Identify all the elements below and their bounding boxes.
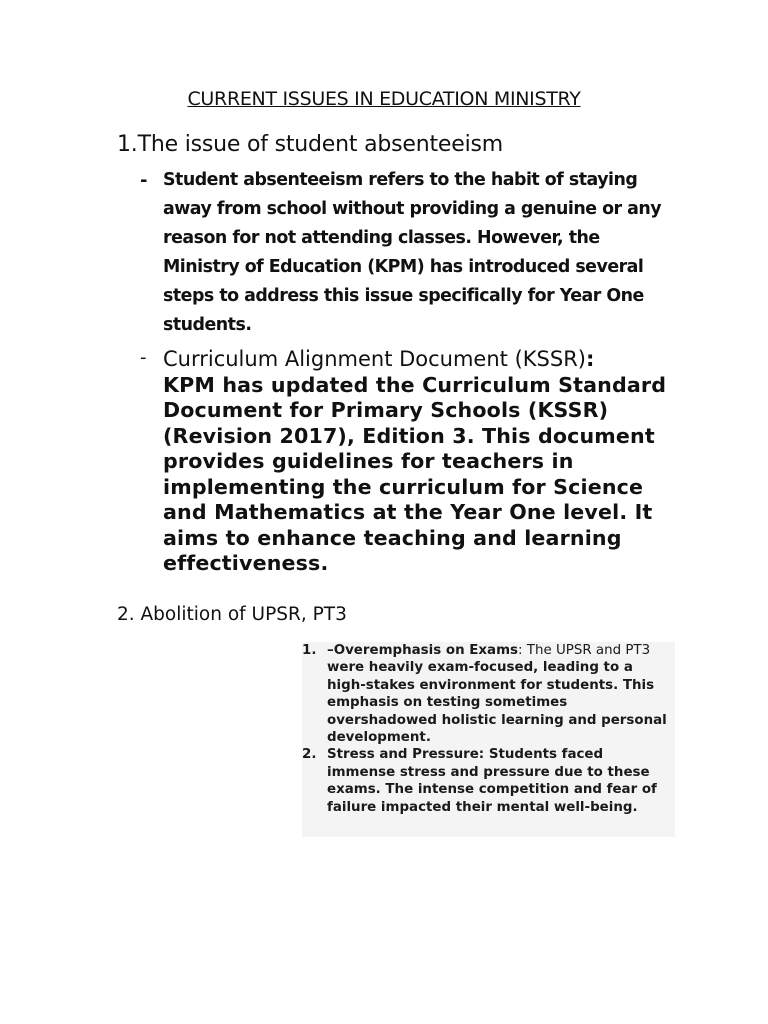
section2-heading: 2. Abolition of UPSR, PT3 [117, 604, 347, 625]
bullet-dash: - [140, 170, 147, 191]
list-item-text: Stress and Pressure: Students faced immense stress and pressure due to these exams. The intense competition and fear of failure impacted their mental well-being. [327, 747, 657, 815]
bullet-dash: - [140, 347, 147, 368]
section1-bullet-1 [140, 166, 668, 340]
exam-issues-box [302, 642, 675, 837]
list-item [302, 746, 675, 816]
list-item-rest: were heavily exam-focused, leading to a high-stakes environment for students. This emphasis on testing sometimes overshadowed holistic learning and personal development. [327, 660, 667, 746]
list-item-normal: : The UPSR and PT3 [518, 643, 651, 658]
list-item-lead: –Overemphasis on Exams [327, 643, 519, 658]
section1-heading: 1.The issue of student absenteeism [117, 132, 503, 157]
bullet-text: Student absenteeism refers to the habit of staying away from school without providing a genuine or any reason for not attending classes. However, the Ministry of Education (KPM) has introduced several steps to address this issue specifically for Year One students. [163, 170, 662, 335]
exam-issues-list [302, 642, 675, 816]
bullet-colon: : [585, 347, 595, 371]
list-number: 2. [302, 747, 317, 763]
list-item [302, 642, 675, 746]
bullet-text: KPM has updated the Curriculum Standard Document for Primary Schools (KSSR) (Revision 2017), Edition 3. This document provides guidelines for teachers in implementing the curriculum for Science and Mathematics at the Year One level. It aims to enhance teaching and learning effectiveness. [163, 372, 667, 575]
section1-bullet-2 [140, 347, 683, 577]
bullet-lead-text: Curriculum Alignment Document (KSSR) [163, 347, 586, 371]
document-title: CURRENT ISSUES IN EDUCATION MINISTRY [187, 88, 581, 110]
list-number: 1. [302, 643, 317, 658]
